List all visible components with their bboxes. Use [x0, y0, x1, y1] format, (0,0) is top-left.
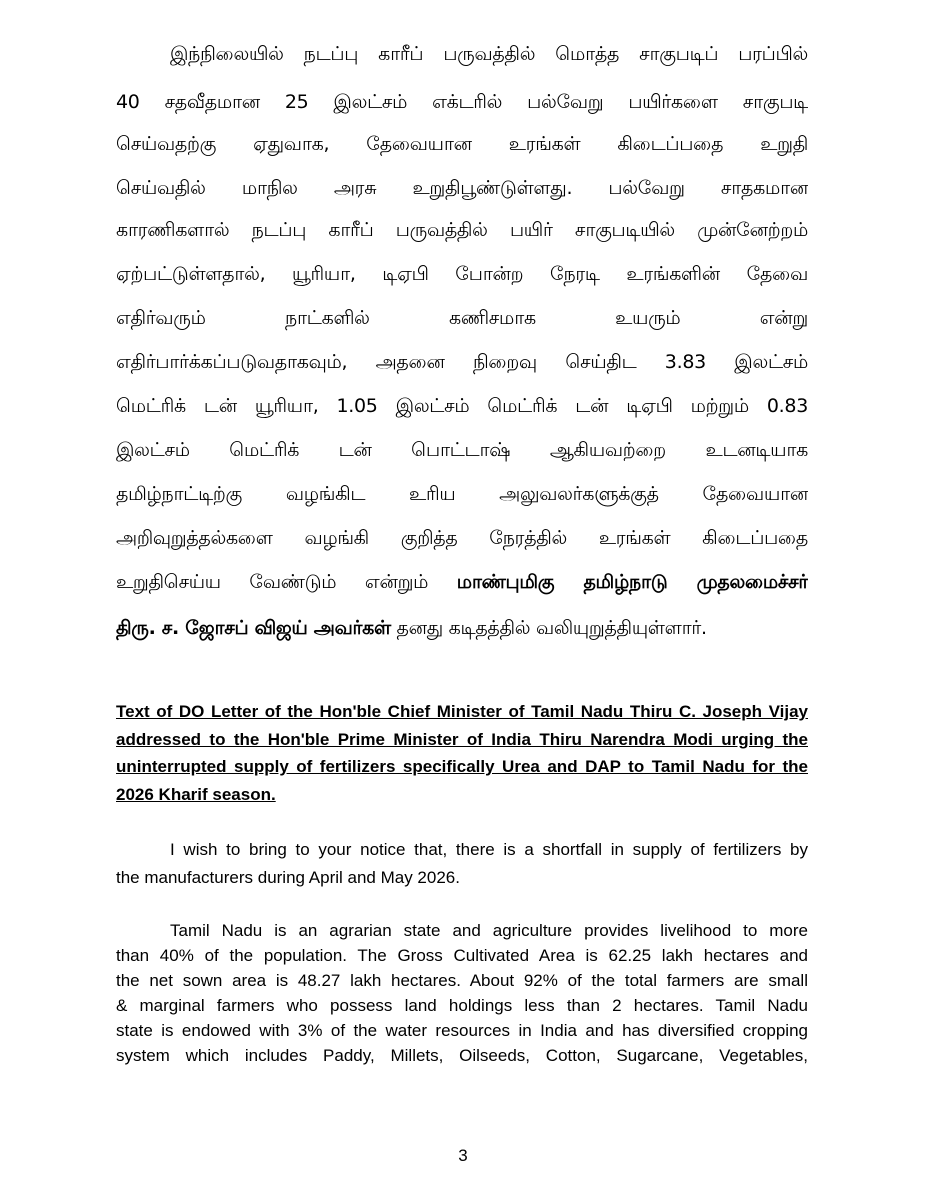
heading-line: 2026 Kharif season. — [116, 784, 276, 804]
tamil-bold-text: மாண்புமிகு தமிழ்நாடு முதலமைச்சர் — [456, 571, 808, 593]
tamil-line: செய்வதற்கு ஏதுவாக, தேவையான உரங்கள் கிடைப்பதை உறுதி — [116, 133, 808, 155]
tamil-line: ஏற்பட்டுள்ளதால், யூரியா, டிஏபி போன்ற நேரடி உரங்களின் தேவை — [116, 263, 808, 285]
paragraph-line: system which includes Paddy, Millets, Oilseeds, Cotton, Sugarcane, Vegetables, — [116, 1046, 808, 1065]
paragraph-line: & marginal farmers who possess land holdings less than 2 hectares. Tamil Nadu — [116, 996, 808, 1015]
paragraph-shortfall-notice — [116, 836, 808, 892]
heading-line: Text of DO Letter of the Hon'ble Chief Minister of Tamil Nadu Thiru C. Joseph Vijay — [116, 702, 808, 721]
paragraph-agrarian-state — [116, 918, 808, 1068]
tamil-line: 40 சதவீதமான 25 இலட்சம் எக்டரில் பல்வேறு பயிர்களை சாகுபடி — [116, 91, 808, 113]
tamil-text: தனது கடிதத்தில் வலியுறுத்தியுள்ளார். — [390, 617, 707, 639]
page-number: 3 — [458, 1146, 468, 1165]
letter-heading — [116, 698, 808, 808]
tamil-line: தமிழ்நாட்டிற்கு வழங்கிட உரிய அலுவலர்களுக்குத் தேவையான — [116, 483, 808, 505]
tamil-line: காரணிகளால் நடப்பு காரீப் பருவத்தில் பயிர் சாகுபடியில் முன்னேற்றம் — [116, 219, 808, 241]
paragraph-line: Tamil Nadu is an agrarian state and agriculture provides livelihood to more — [170, 921, 808, 940]
paragraph-line: the manufacturers during April and May 2026. — [116, 868, 460, 887]
tamil-line: மெட்ரிக் டன் யூரியா, 1.05 இலட்சம் மெட்ரிக் டன் டிஏபி மற்றும் 0.83 — [116, 395, 808, 417]
paragraph-line: than 40% of the population. The Gross Cultivated Area is 62.25 lakh hectares and — [116, 946, 808, 965]
tamil-line — [116, 566, 808, 598]
paragraph-line: I wish to bring to your notice that, there is a shortfall in supply of fertilizers by — [170, 840, 808, 859]
heading-line: addressed to the Hon'ble Prime Minister of India Thiru Narendra Modi urging the — [116, 729, 808, 749]
tamil-line: அறிவுறுத்தல்களை வழங்கி குறித்த நேரத்தில் உரங்கள் கிடைப்பதை — [116, 527, 808, 549]
tamil-line: செய்வதில் மாநில அரசு உறுதிபூண்டுள்ளது. பல்வேறு சாதகமான — [116, 177, 808, 199]
tamil-text: உறுதிசெய்ய வேண்டும் என்றும் — [116, 571, 457, 593]
tamil-line: எதிர்வரும் நாட்களில் கணிசமாக உயரும் என்று — [116, 307, 808, 329]
paragraph-line: state is endowed with 3% of the water resources in India and has diversified cropping — [116, 1021, 808, 1040]
paragraph-line: the net sown area is 48.27 lakh hectares. About 92% of the total farmers are small — [116, 971, 808, 990]
heading-line: uninterrupted supply of fertilizers specifically Urea and DAP to Tamil Nadu for the — [116, 757, 808, 776]
tamil-bold-text: திரு. ச. ஜோசப் விஜய் அவர்கள் — [116, 617, 391, 639]
tamil-line — [116, 612, 808, 644]
tamil-line: இலட்சம் மெட்ரிக் டன் பொட்டாஷ் ஆகியவற்றை உடனடியாக — [116, 439, 808, 461]
tamil-line: இந்நிலையில் நடப்பு காரீப் பருவத்தில் மொத்த சாகுபடிப் பரப்பில் — [170, 43, 808, 65]
tamil-line: எதிர்பார்க்கப்படுவதாகவும், அதனை நிறைவு செய்திட 3.83 இலட்சம் — [116, 351, 808, 373]
